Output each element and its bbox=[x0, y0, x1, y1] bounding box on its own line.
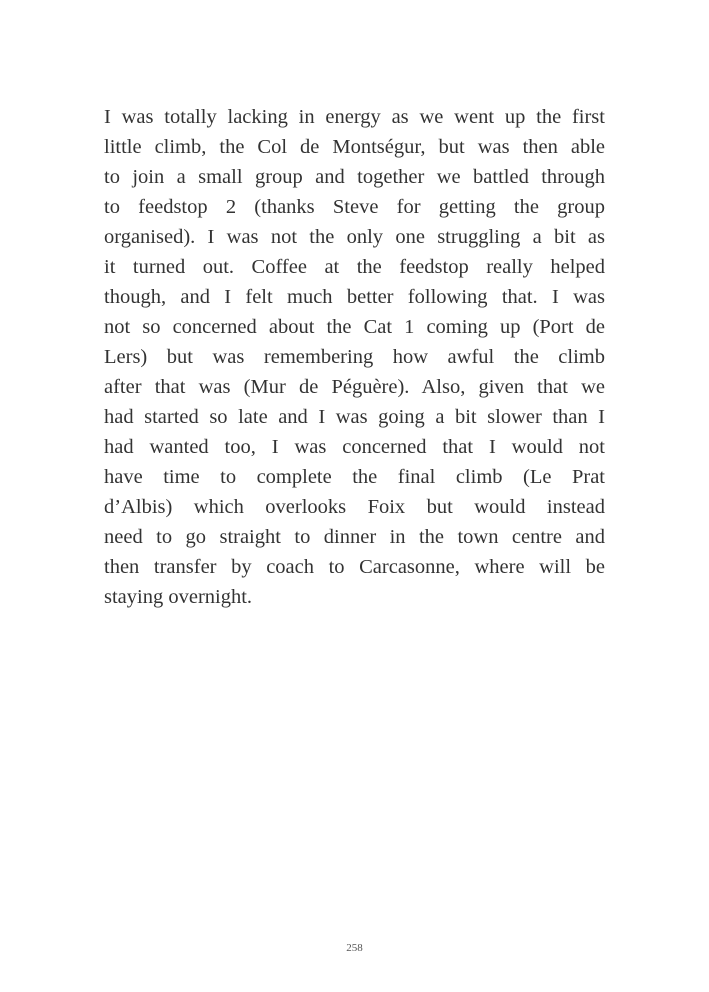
paragraph-line: have time to complete the final climb (Le Prat bbox=[104, 466, 605, 488]
paragraph-line: though, and I felt much better following that. I was bbox=[104, 286, 605, 308]
paragraph-line: it turned out. Coffee at the feedstop really helped bbox=[104, 256, 605, 278]
paragraph-line: Lers) but was remembering how awful the climb bbox=[104, 346, 605, 368]
paragraph-line: to join a small group and together we battled through bbox=[104, 166, 605, 188]
paragraph-line: I was totally lacking in energy as we went up the first bbox=[104, 106, 605, 128]
paragraph-line: organised). I was not the only one struggling a bit as bbox=[104, 226, 605, 248]
body-paragraph bbox=[104, 102, 605, 612]
paragraph-line: then transfer by coach to Carcasonne, where will be bbox=[104, 556, 605, 578]
paragraph-line: to feedstop 2 (thanks Steve for getting the group bbox=[104, 196, 605, 218]
page-number: 258 bbox=[346, 942, 363, 954]
paragraph-line: not so concerned about the Cat 1 coming up (Port de bbox=[104, 316, 605, 338]
paragraph-line: had wanted too, I was concerned that I would not bbox=[104, 436, 605, 458]
paragraph-line: staying overnight. bbox=[104, 586, 253, 608]
paragraph-line: after that was (Mur de Péguère). Also, given that we bbox=[104, 376, 605, 398]
paragraph-line: d’Albis) which overlooks Foix but would instead bbox=[104, 496, 605, 518]
paragraph-line: little climb, the Col de Montségur, but was then able bbox=[104, 136, 605, 158]
paragraph-line: had started so late and I was going a bit slower than I bbox=[104, 406, 605, 428]
paragraph-line: need to go straight to dinner in the town centre and bbox=[104, 526, 605, 548]
